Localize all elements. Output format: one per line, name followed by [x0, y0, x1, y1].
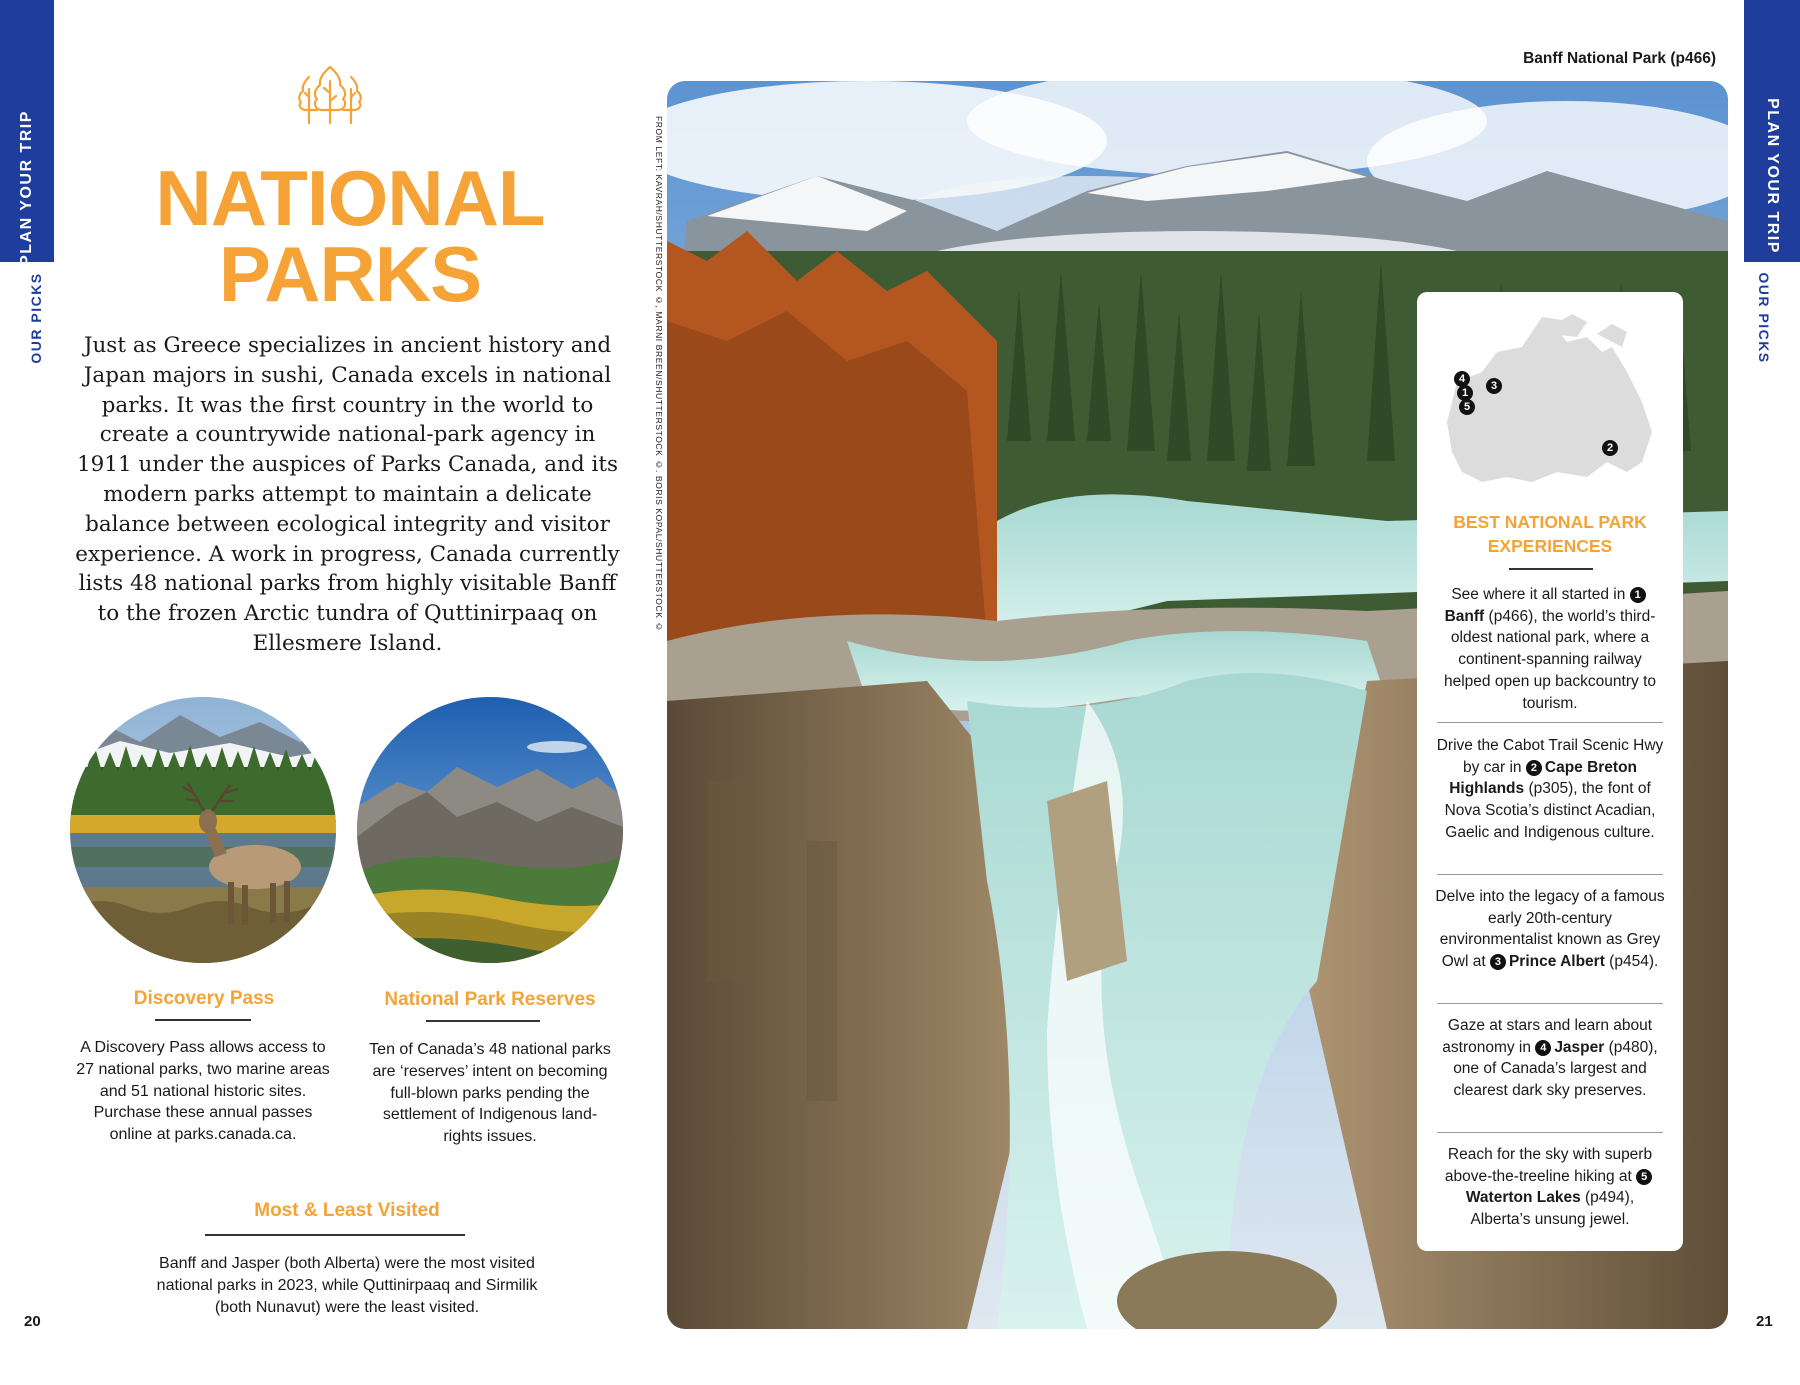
- photo-credit: FROM LEFT: KAVRAH/SHUTTERSTOCK ©, MARNI BREEN/SHUTTERSTOCK ©. BORIS KOPAL/SHUTTERSTOCK ©: [654, 116, 664, 633]
- discovery-pass-rule: [155, 1019, 251, 1021]
- item-text: Gaze at stars and learn about astronomy in: [1442, 1017, 1653, 1056]
- card-divider: [1437, 1132, 1663, 1133]
- experience-item-banff: [1435, 584, 1665, 714]
- card-heading: [1437, 510, 1663, 558]
- card-divider: [1437, 722, 1663, 723]
- experience-item-waterton: [1435, 1144, 1665, 1231]
- park-name: Cape Breton Highlands: [1449, 758, 1638, 798]
- item-text: (p454).: [1609, 953, 1659, 971]
- title-line-2: PARKS: [218, 230, 482, 318]
- map-pin-5: 5: [1459, 399, 1475, 415]
- experience-item-jasper: [1435, 1015, 1665, 1102]
- most-least-visited-text: Banff and Jasper (both Alberta) were the most visited national parks in 2023, while Quttinirpaaq and Sirmilik (both Nunavut) were the least visited.: [156, 1255, 538, 1316]
- number-badge: 4: [1535, 1040, 1551, 1056]
- park-reserves-text: Ten of Canada’s 48 national parks are ‘reserves’ intent on becoming full-blown parks pending the settlement of Indigenous land-rights issues.: [369, 1041, 611, 1146]
- item-text: See where it all started in: [1451, 586, 1626, 603]
- page-number-right: 21: [1756, 1313, 1773, 1330]
- left-tab-label: PLAN YOUR TRIP: [18, 110, 35, 266]
- park-name: Prince Albert: [1508, 953, 1605, 971]
- experience-item-cape-breton: [1435, 735, 1665, 844]
- trees-icon: [293, 63, 367, 125]
- title-line-1: NATIONAL: [155, 154, 545, 242]
- item-text: Delve into the legacy of a famous early 20th-century environmentalist known as Grey Owl at: [1435, 888, 1665, 971]
- experience-item-prince-albert: [1435, 886, 1665, 973]
- item-text: (p480), one of Canada’s largest and clearest dark sky preserves.: [1453, 1038, 1658, 1100]
- card-heading-line-1: BEST NATIONAL PARK: [1453, 512, 1647, 532]
- intro-paragraph: Just as Greece specializes in ancient history and Japan majors in sushi, Canada excels in national parks. It was the first country in the world to create a countrywide national-park agency in 1911 under the auspices of Parks Canada, and its modern parks attempt to maintain a delicate balance between ecological integrity and visitor experience. A work in progress, Canada currently lists 48 national parks from highly visitable Banff to the frozen Arctic tundra of Quttinirpaaq on Ellesmere Island.: [75, 333, 620, 656]
- most-least-visited-heading: Most & Least Visited: [254, 1200, 440, 1221]
- map-pin-1: 1: [1457, 385, 1473, 401]
- item-text: Drive the Cabot Trail Scenic Hwy by car in: [1436, 737, 1664, 776]
- card-divider: [1437, 1003, 1663, 1004]
- discovery-pass-heading: Discovery Pass: [133, 988, 275, 1009]
- right-tab-label: PLAN YOUR TRIP: [1764, 98, 1781, 254]
- park-name: Waterton Lakes: [1465, 1189, 1581, 1207]
- most-least-visited-rule: [205, 1234, 465, 1236]
- number-badge: 3: [1490, 954, 1506, 970]
- map-pin-4: 4: [1454, 371, 1470, 387]
- photo-caption: Banff National Park (p466): [1523, 50, 1716, 67]
- item-text: Reach for the sky with superb above-the-treeline hiking at: [1444, 1146, 1653, 1185]
- map-pin-3: 3: [1486, 378, 1502, 394]
- discovery-pass-text: A Discovery Pass allows access to 27 national parks, two marine areas and 51 national historic sites. Purchase these annual passes online at parks.canada.ca.: [76, 1039, 330, 1144]
- card-heading-rule: [1509, 568, 1593, 570]
- item-text: (p494), Alberta’s unsung jewel.: [1470, 1189, 1635, 1229]
- left-section-label: OUR PICKS: [28, 272, 44, 364]
- card-heading-line-2: EXPERIENCES: [1487, 536, 1613, 556]
- page-title: [110, 154, 590, 318]
- experiences-card: [1417, 292, 1683, 1251]
- item-text: (p466), the world’s third-oldest national park, where a continent-spanning railway helped open up backcountry to tourism.: [1444, 607, 1656, 712]
- park-name: Banff: [1444, 607, 1485, 625]
- park-reserves-rule: [426, 1020, 540, 1022]
- elk-photo: [70, 697, 336, 963]
- mountain-photo: [357, 697, 623, 963]
- park-reserves-heading: National Park Reserves: [384, 989, 596, 1010]
- page-number-left: 20: [24, 1313, 41, 1330]
- right-section-label: OUR PICKS: [1756, 272, 1772, 364]
- park-name: Jasper: [1554, 1038, 1605, 1056]
- map-pin-2: 2: [1602, 440, 1618, 456]
- number-badge: 5: [1636, 1169, 1652, 1185]
- number-badge: 1: [1630, 587, 1646, 603]
- item-text: (p305), the font of Nova Scotia’s distinct Acadian, Gaelic and Indigenous culture.: [1444, 780, 1656, 841]
- number-badge: 2: [1526, 760, 1542, 776]
- card-divider: [1437, 874, 1663, 875]
